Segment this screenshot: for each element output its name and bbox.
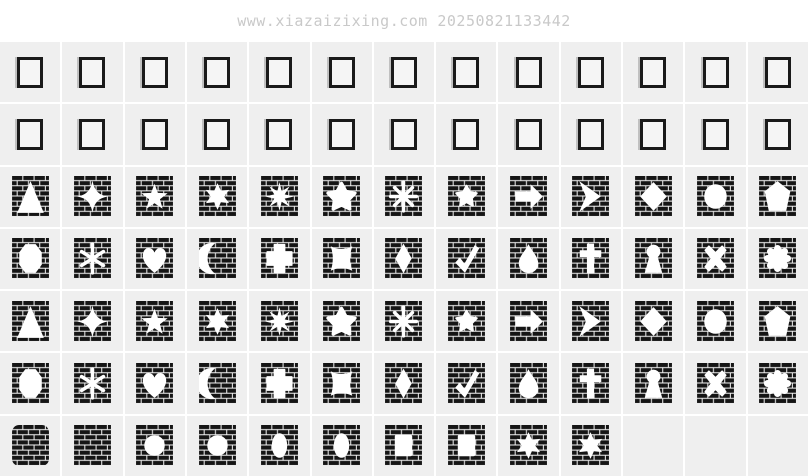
four-point-star-icon — [74, 301, 111, 342]
missing-glyph-icon — [17, 119, 43, 150]
glyph-cell — [436, 229, 496, 289]
triangle-icon — [12, 176, 49, 217]
glyph-cell — [748, 291, 808, 351]
missing-glyph-icon — [703, 57, 729, 88]
glyph-cell — [62, 167, 122, 227]
star-hole-icon — [572, 425, 609, 466]
glyph-cell — [685, 42, 745, 102]
glyph-cell — [62, 229, 122, 289]
glyph-cell — [125, 229, 185, 289]
glyph-cell — [436, 104, 496, 164]
teardrop-icon — [510, 363, 547, 404]
glyph-cell — [561, 104, 621, 164]
glyph-cell — [498, 42, 558, 102]
missing-glyph-icon — [142, 57, 168, 88]
glyph-cell — [685, 104, 745, 164]
glyph-cell — [623, 229, 683, 289]
glyph-cell — [561, 416, 621, 476]
glyph-cell — [685, 353, 745, 413]
glyph-cell — [125, 104, 185, 164]
glyph-cell — [374, 42, 434, 102]
glyph-cell — [623, 167, 683, 227]
glyph-cell — [498, 167, 558, 227]
four-point-star-icon — [74, 176, 111, 217]
glyph-cell — [312, 229, 372, 289]
plus-cross-icon — [261, 363, 298, 404]
glyph-cell — [498, 104, 558, 164]
watermark-text: www.xiazaizixing.com 20250821133442 — [237, 12, 571, 30]
glyph-cell — [561, 291, 621, 351]
glyph-cell — [436, 167, 496, 227]
glyph-cell — [249, 229, 309, 289]
glyph-cell — [125, 353, 185, 413]
glyph-cell — [0, 353, 60, 413]
glyph-cell — [62, 353, 122, 413]
glyph-cell — [249, 416, 309, 476]
star-hole-icon — [510, 425, 547, 466]
missing-glyph-icon — [391, 57, 417, 88]
pentagon-icon — [759, 301, 796, 342]
narrow-diamond-icon — [385, 238, 422, 279]
glyph-cell — [0, 416, 60, 476]
glyph-cell — [187, 353, 247, 413]
block-rounded-icon — [12, 425, 49, 466]
five-point-star-icon — [136, 301, 173, 342]
glyph-cell — [0, 167, 60, 227]
glyph-cell — [498, 353, 558, 413]
eight-spoke-asterisk-icon — [385, 176, 422, 217]
glyph-cell — [187, 104, 247, 164]
circle-hole-icon — [199, 425, 236, 466]
missing-glyph-icon — [578, 57, 604, 88]
missing-glyph-icon — [578, 119, 604, 150]
glyph-cell — [0, 291, 60, 351]
glyph-cell — [685, 291, 745, 351]
crescent-moon-icon — [199, 363, 236, 404]
rect-hole-icon — [448, 425, 485, 466]
glyph-cell — [0, 104, 60, 164]
ellipse-hole-icon — [323, 425, 360, 466]
glyph-cell — [436, 291, 496, 351]
circle-hole-icon — [136, 425, 173, 466]
glyph-cell — [187, 416, 247, 476]
right-arrow-icon — [510, 176, 547, 217]
missing-glyph-icon — [765, 119, 791, 150]
missing-glyph-icon — [329, 57, 355, 88]
glyph-cell — [498, 291, 558, 351]
six-point-star-icon — [199, 301, 236, 342]
triangle-icon — [12, 301, 49, 342]
six-spoke-asterisk-icon — [74, 363, 111, 404]
glyph-cell — [312, 416, 372, 476]
right-chevron-icon — [572, 301, 609, 342]
glyph-cell — [125, 416, 185, 476]
checkmark-icon — [448, 363, 485, 404]
glyph-cell — [748, 167, 808, 227]
glyph-cell — [249, 291, 309, 351]
glyph-cell — [623, 291, 683, 351]
glyph-cell — [312, 353, 372, 413]
glyph-cell — [125, 291, 185, 351]
oval-icon — [12, 363, 49, 404]
glyph-cell — [187, 229, 247, 289]
glyph-cell — [187, 42, 247, 102]
rounded-star-icon — [323, 301, 360, 342]
latin-cross-icon — [572, 363, 609, 404]
glyph-cell — [0, 42, 60, 102]
small-sparkle-star-icon — [448, 176, 485, 217]
glyph-cell — [312, 42, 372, 102]
circle-icon — [697, 301, 734, 342]
missing-glyph-icon — [79, 57, 105, 88]
six-spoke-asterisk-icon — [74, 238, 111, 279]
glyph-cell — [623, 353, 683, 413]
glyph-cell — [374, 291, 434, 351]
glyph-cell — [685, 229, 745, 289]
pillow-square-icon — [323, 238, 360, 279]
missing-glyph-icon — [640, 57, 666, 88]
glyph-cell — [374, 229, 434, 289]
missing-glyph-icon — [266, 57, 292, 88]
missing-glyph-icon — [516, 119, 542, 150]
glyph-cell — [187, 291, 247, 351]
scalloped-circle-icon — [759, 363, 796, 404]
block-square-icon — [74, 425, 111, 466]
glyph-cell — [561, 167, 621, 227]
glyph-cell — [436, 416, 496, 476]
eight-point-burst-icon — [261, 301, 298, 342]
glyph-cell — [187, 167, 247, 227]
right-arrow-icon — [510, 301, 547, 342]
glyph-cell — [62, 42, 122, 102]
glyph-cell — [374, 167, 434, 227]
missing-glyph-icon — [391, 119, 417, 150]
glyph-cell — [436, 42, 496, 102]
glyph-cell — [62, 104, 122, 164]
glyph-cell — [498, 229, 558, 289]
keyhole-icon — [635, 363, 672, 404]
glyph-cell — [374, 353, 434, 413]
oval-icon — [12, 238, 49, 279]
x-mark-icon — [697, 238, 734, 279]
glyph-cell — [748, 42, 808, 102]
crescent-moon-icon — [199, 238, 236, 279]
missing-glyph-icon — [703, 119, 729, 150]
pillow-square-icon — [323, 363, 360, 404]
right-chevron-icon — [572, 176, 609, 217]
glyph-cell — [623, 104, 683, 164]
missing-glyph-icon — [453, 119, 479, 150]
ellipse-hole-icon — [261, 425, 298, 466]
missing-glyph-icon — [765, 57, 791, 88]
heart-icon — [136, 363, 173, 404]
empty-cell — [685, 416, 745, 476]
circle-icon — [697, 176, 734, 217]
font-preview-grid — [0, 42, 808, 476]
glyph-cell — [561, 353, 621, 413]
glyph-cell — [561, 229, 621, 289]
missing-glyph-icon — [79, 119, 105, 150]
glyph-cell — [748, 353, 808, 413]
missing-glyph-icon — [329, 119, 355, 150]
five-point-star-icon — [136, 176, 173, 217]
glyph-cell — [436, 353, 496, 413]
pentagon-icon — [759, 176, 796, 217]
missing-glyph-icon — [266, 119, 292, 150]
glyph-cell — [62, 416, 122, 476]
rounded-star-icon — [323, 176, 360, 217]
glyph-cell — [685, 167, 745, 227]
eight-point-burst-icon — [261, 176, 298, 217]
narrow-diamond-icon — [385, 363, 422, 404]
glyph-cell — [249, 42, 309, 102]
latin-cross-icon — [572, 238, 609, 279]
missing-glyph-icon — [17, 57, 43, 88]
scalloped-circle-icon — [759, 238, 796, 279]
glyph-cell — [561, 42, 621, 102]
keyhole-icon — [635, 238, 672, 279]
checkmark-icon — [448, 238, 485, 279]
small-sparkle-star-icon — [448, 301, 485, 342]
missing-glyph-icon — [142, 119, 168, 150]
glyph-cell — [249, 104, 309, 164]
glyph-cell — [312, 104, 372, 164]
empty-cell — [748, 416, 808, 476]
plus-cross-icon — [261, 238, 298, 279]
glyph-cell — [62, 291, 122, 351]
glyph-cell — [312, 291, 372, 351]
six-point-star-icon — [199, 176, 236, 217]
missing-glyph-icon — [640, 119, 666, 150]
glyph-cell — [623, 42, 683, 102]
diamond-icon — [635, 176, 672, 217]
watermark-header — [0, 0, 808, 42]
glyph-cell — [125, 42, 185, 102]
teardrop-icon — [510, 238, 547, 279]
eight-spoke-asterisk-icon — [385, 301, 422, 342]
glyph-cell — [374, 104, 434, 164]
glyph-cell — [374, 416, 434, 476]
glyph-cell — [0, 229, 60, 289]
heart-icon — [136, 238, 173, 279]
diamond-icon — [635, 301, 672, 342]
glyph-cell — [312, 167, 372, 227]
glyph-cell — [249, 353, 309, 413]
missing-glyph-icon — [453, 57, 479, 88]
missing-glyph-icon — [204, 119, 230, 150]
glyph-cell — [748, 104, 808, 164]
glyph-cell — [125, 167, 185, 227]
glyph-cell — [748, 229, 808, 289]
glyph-cell — [249, 167, 309, 227]
glyph-cell — [498, 416, 558, 476]
rect-hole-icon — [385, 425, 422, 466]
missing-glyph-icon — [204, 57, 230, 88]
empty-cell — [623, 416, 683, 476]
x-mark-icon — [697, 363, 734, 404]
missing-glyph-icon — [516, 57, 542, 88]
